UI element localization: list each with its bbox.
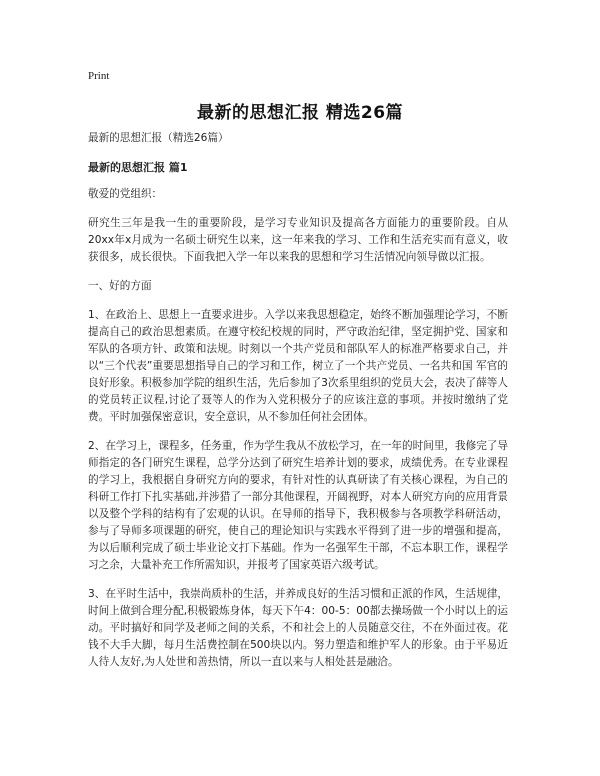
page-title: 最新的思想汇报 精选26篇 [196, 103, 404, 123]
salutation: 敬爱的党组织： [88, 188, 163, 200]
paragraph-item-2: 2、在学习上，课程多，任务重，作为学生我从不放松学习，在一年的时间里，我修完了导师指定的各门研究生课程，总学分达到了研究生培养计划的要求，成绩优秀。在专业课程的学习上，我根据自身研究方向的要求，有针对性的认真研读了有关核心课程，为自己的科研工作打下扎实基础,并涉猎了一部分其他课程，开阔视野，对本人研究方向的应用背景以及整个学科的结构有了宏观的认识。在导师的指导下，我积极参与各项教学科研活动，参与了导师多项课题的研究，使自己的理论知识与实践水平得到了进一步的增强和提高，为以后顺利完成了硕士毕业论文打下基础。作为一名强军生干部，不忘本职工作，课程学习之余，大量补充工作所需知识，并报考了国家英语六级考试。 [88, 440, 508, 571]
paragraph-item-1: 1、在政治上、思想上一直要求进步。入学以来我思想稳定，始终不断加强理论学习，不断提高自己的政治思想素质。在遵守校纪校规的同时，严守政治纪律，坚定拥护党、国家和军队的各项方针、政策和法规。时刻以一个共产党员和部队军人的标准严格要求自己，并以“三个代表”重要思想指导自己的学习和工作，树立了一个共产党员、一名共和国 军官的良好形象。积极参加学院的组织生活，先后参加了3次系里组织的党员大会，表决了薛等人的党员转正议程,讨论了聂等人的作为入党积极分子的应该注意的事项。并按时缴纳了党费。平时加强保密意识，安全意识，从不参加任何社会团体。 [88, 309, 508, 423]
document-subtitle: 最新的思想汇报（精选26篇） [88, 132, 229, 144]
document-body [88, 130, 508, 683]
intro-paragraph: 研究生三年是我一生的重要阶段，是学习专业知识及提高各方面能力的重要阶段。自从20xx年x月成为一名硕士研究生以来，这一年来我的学习、工作和生活充实而有意义，收获很多，成长很快。下面我把入学一年以来我的思想和学习生活情况向领导做以汇报。 [88, 217, 508, 263]
section-heading: 最新的思想汇报 篇1 [88, 161, 188, 174]
paragraph-item-3: 3、在平时生活中，我崇尚质朴的生活，并养成良好的生活习惯和正派的作风，生活规律，时间上做到合理分配,积极锻炼身体，每天下午4：00-5：00都去操场做一个小时以上的运动。平时搞好和同学及老师之间的关系，不和社会上的人员随意交往，不在外面过夜。花钱不大手大脚，每月生活费控制在500块以内。努力塑造和维护军人的形象。由于平易近人待人友好,为人处世和善热情，所以一直以来与人相处甚是融洽。 [88, 588, 508, 668]
print-link[interactable]: Print [88, 70, 110, 82]
part-one-label: 一、好的方面 [88, 280, 152, 292]
